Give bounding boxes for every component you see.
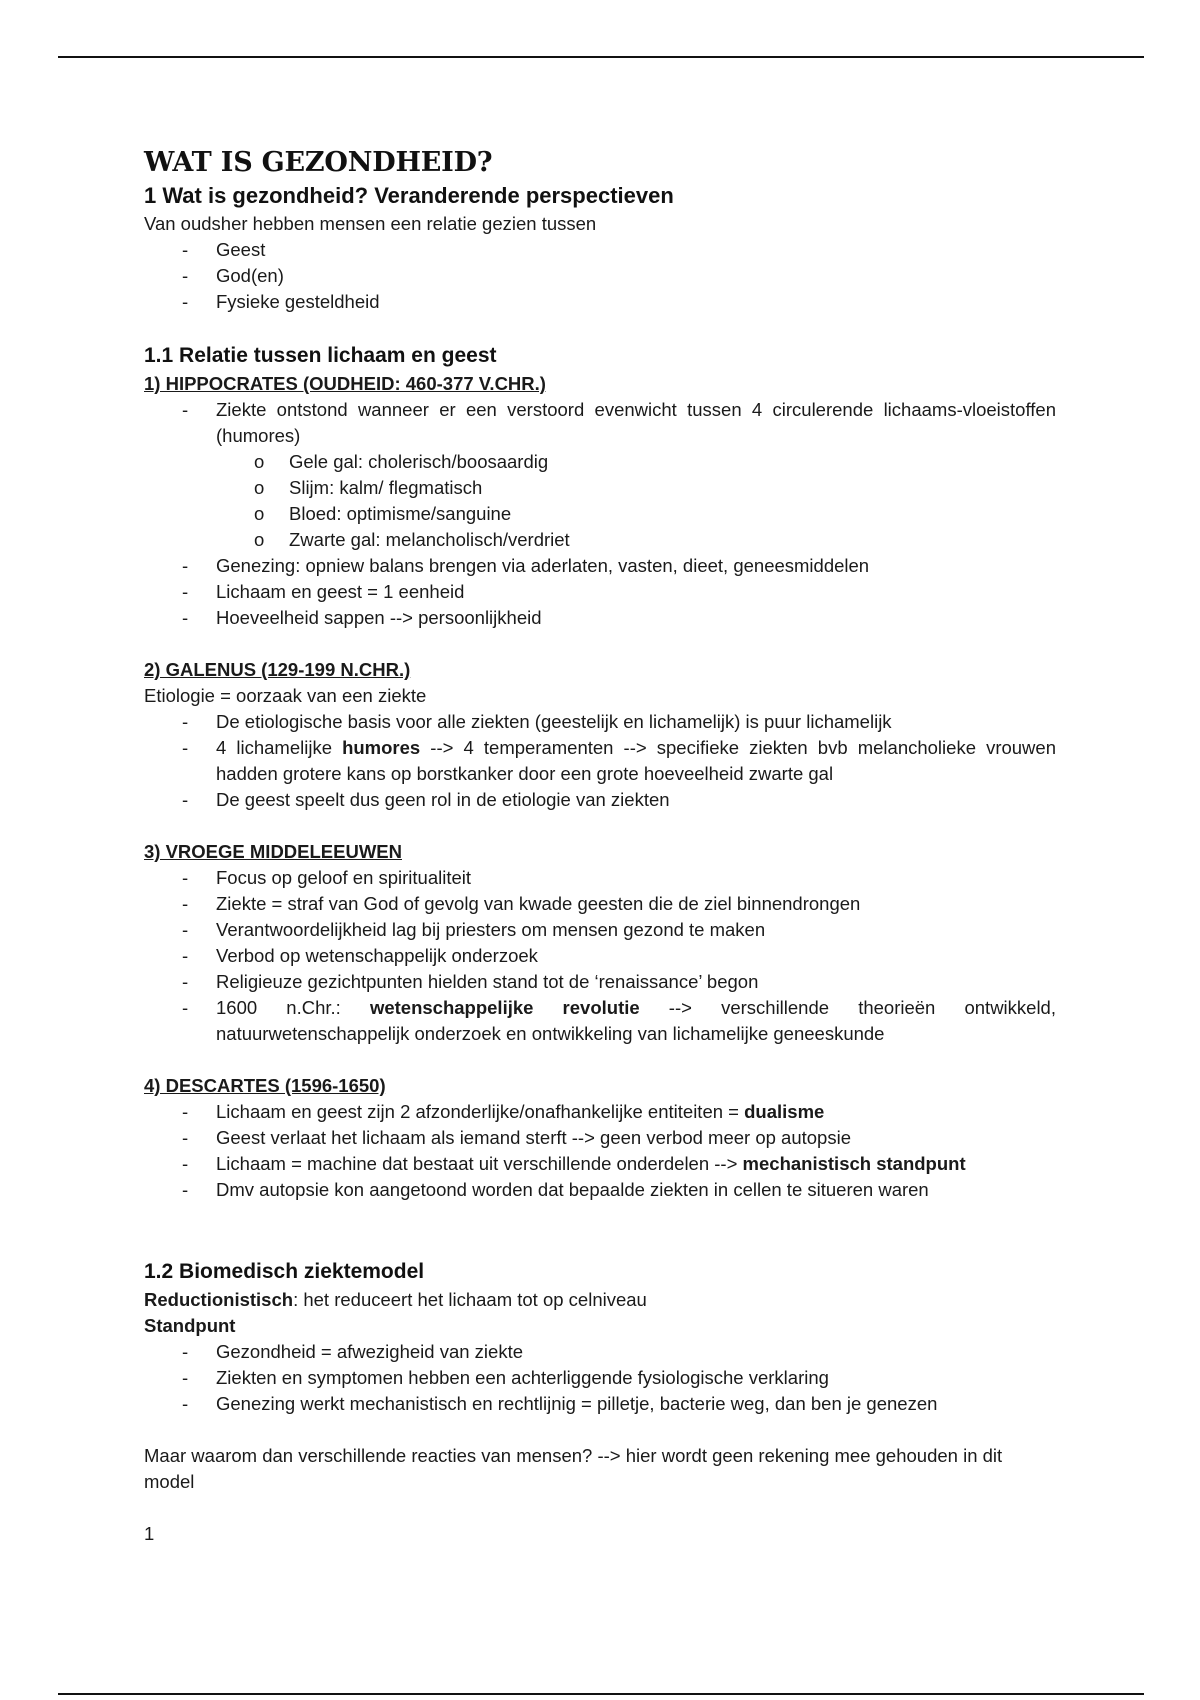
list-item: - Religieuze gezichtpunten hielden stand tot de ‘renaissance’ begon (144, 969, 1056, 995)
section-1-intro: Van oudsher hebben mensen een relatie gezien tussen (144, 213, 597, 234)
bold-term: humores (342, 737, 421, 758)
list-item: - Hoeveelheid sappen --> persoonlijkheid (144, 605, 1056, 631)
list-item: - Ziekte ontstond wanneer er een verstoord evenwicht tussen 4 circulerende lichaams-vloeistoffen (humores) (144, 397, 1056, 449)
sub-list-item: o Slijm: kalm/ flegmatisch (144, 475, 1056, 501)
section-1-heading: 1 Wat is gezondheid? Veranderende perspectieven (144, 183, 674, 208)
text-run: 1600 n.Chr.: (216, 997, 370, 1018)
list-item: - Verantwoordelijkheid lag bij priesters om mensen gezond te maken (144, 917, 1056, 943)
list-item: - Fysieke gesteldheid (144, 289, 1056, 315)
bold-term: wetenschappelijke revolutie (369, 997, 640, 1018)
list-item: - God(en) (144, 263, 1056, 289)
list-item: - Lichaam en geest = 1 eenheid (144, 579, 1056, 605)
text-run: Lichaam = machine dat bestaat uit verschillende onderdelen --> (216, 1153, 743, 1174)
spacer (144, 315, 1056, 341)
descartes-list (144, 1099, 1056, 1203)
list-item (144, 1099, 1056, 1125)
bold-term: mechanistisch standpunt (742, 1153, 966, 1174)
list-item: - Geest verlaat het lichaam als iemand sterft --> geen verbod meer op autopsie (144, 1125, 1056, 1151)
text-run: 4 lichamelijke (216, 737, 343, 758)
hippocrates-list (144, 397, 1056, 631)
bold-term: Reductionistisch (144, 1289, 294, 1310)
list-item: - Verbod op wetenschappelijk onderzoek (144, 943, 1056, 969)
page-content (144, 145, 1056, 1547)
text-run: : het reduceert het lichaam tot op celniveau (293, 1289, 647, 1310)
list-item: - Genezing werkt mechanistisch en rechtlijnig = pilletje, bacterie weg, dan ben je genezen (144, 1391, 1056, 1417)
document-title: WAT IS GEZONDHEID? (144, 147, 493, 178)
header-rule (58, 56, 1144, 58)
reductionist-line (144, 1287, 1056, 1313)
list-item: - Gezondheid = afwezigheid van ziekte (144, 1339, 1056, 1365)
middeleeuwen-list (144, 865, 1056, 1047)
galenus-list (144, 709, 1056, 813)
biomedisch-list (144, 1339, 1056, 1417)
spacer (144, 1417, 1056, 1443)
list-item: - De etiologische basis voor alle ziekten (geestelijk en lichamelijk) is puur lichamelijk (144, 709, 1056, 735)
list-item: - Ziekte = straf van God of gevolg van kwade geesten die de ziel binnendrongen (144, 891, 1056, 917)
spacer (144, 631, 1056, 657)
spacer (144, 813, 1056, 839)
middeleeuwen-heading: 3) VROEGE MIDDELEEUWEN (144, 841, 402, 862)
list-item: - Geest (144, 237, 1056, 263)
list-item: - De geest speelt dus geen rol in de etiologie van ziekten (144, 787, 1056, 813)
galenus-heading: 2) GALENUS (129-199 N.CHR.) (144, 659, 411, 680)
text-run: --> verschillende theorieën ontwikkeld, natuurwetenschappelijk onderzoek en ontwikkeling van lichamelijke geneeskunde (216, 997, 1056, 1044)
standpunt-label (144, 1313, 1056, 1339)
bold-term: dualisme (744, 1101, 825, 1122)
section-1-1-heading: 1.1 Relatie tussen lichaam en geest (144, 344, 497, 367)
list-item: - Ziekten en symptomen hebben een achterliggende fysiologische verklaring (144, 1365, 1056, 1391)
descartes-heading: 4) DESCARTES (1596-1650) (144, 1075, 386, 1096)
hippocrates-heading: 1) HIPPOCRATES (OUDHEID: 460-377 V.CHR.) (144, 373, 546, 394)
spacer (144, 1203, 1056, 1239)
closing-paragraph: Maar waarom dan verschillende reacties van mensen? --> hier wordt geen rekening mee gehouden in dit model (144, 1445, 1003, 1492)
spacer (144, 1047, 1056, 1073)
list-item (144, 735, 1056, 787)
footer-rule (58, 1693, 1144, 1695)
galenus-intro: Etiologie = oorzaak van een ziekte (144, 685, 427, 706)
list-item: - Genezing: opniew balans brengen via aderlaten, vasten, dieet, geneesmiddelen (144, 553, 1056, 579)
list-item: - Focus op geloof en spiritualiteit (144, 865, 1056, 891)
sub-list-item: o Gele gal: cholerisch/boosaardig (144, 449, 1056, 475)
bold-term: Standpunt (144, 1315, 236, 1336)
text-run: --> 4 temperamenten --> specifieke ziekten bvb melancholieke vrouwen hadden grotere kans op borstkanker door een grote hoeveelheid zwarte gal (216, 737, 1056, 784)
list-item (144, 995, 1056, 1047)
list-item (144, 1151, 1056, 1177)
list-item: - Dmv autopsie kon aangetoond worden dat bepaalde ziekten in cellen te situeren waren (144, 1177, 1056, 1203)
sub-list-item: o Zwarte gal: melancholisch/verdriet (144, 527, 1056, 553)
section-1-2-heading: 1.2 Biomedisch ziektemodel (144, 1260, 425, 1283)
spacer (144, 1239, 1056, 1257)
text-run: Lichaam en geest zijn 2 afzonderlijke/onafhankelijke entiteiten = (216, 1101, 745, 1122)
sub-list-item: o Bloed: optimisme/sanguine (144, 501, 1056, 527)
page-number: 1 (144, 1523, 155, 1544)
section-1-list (144, 237, 1056, 315)
